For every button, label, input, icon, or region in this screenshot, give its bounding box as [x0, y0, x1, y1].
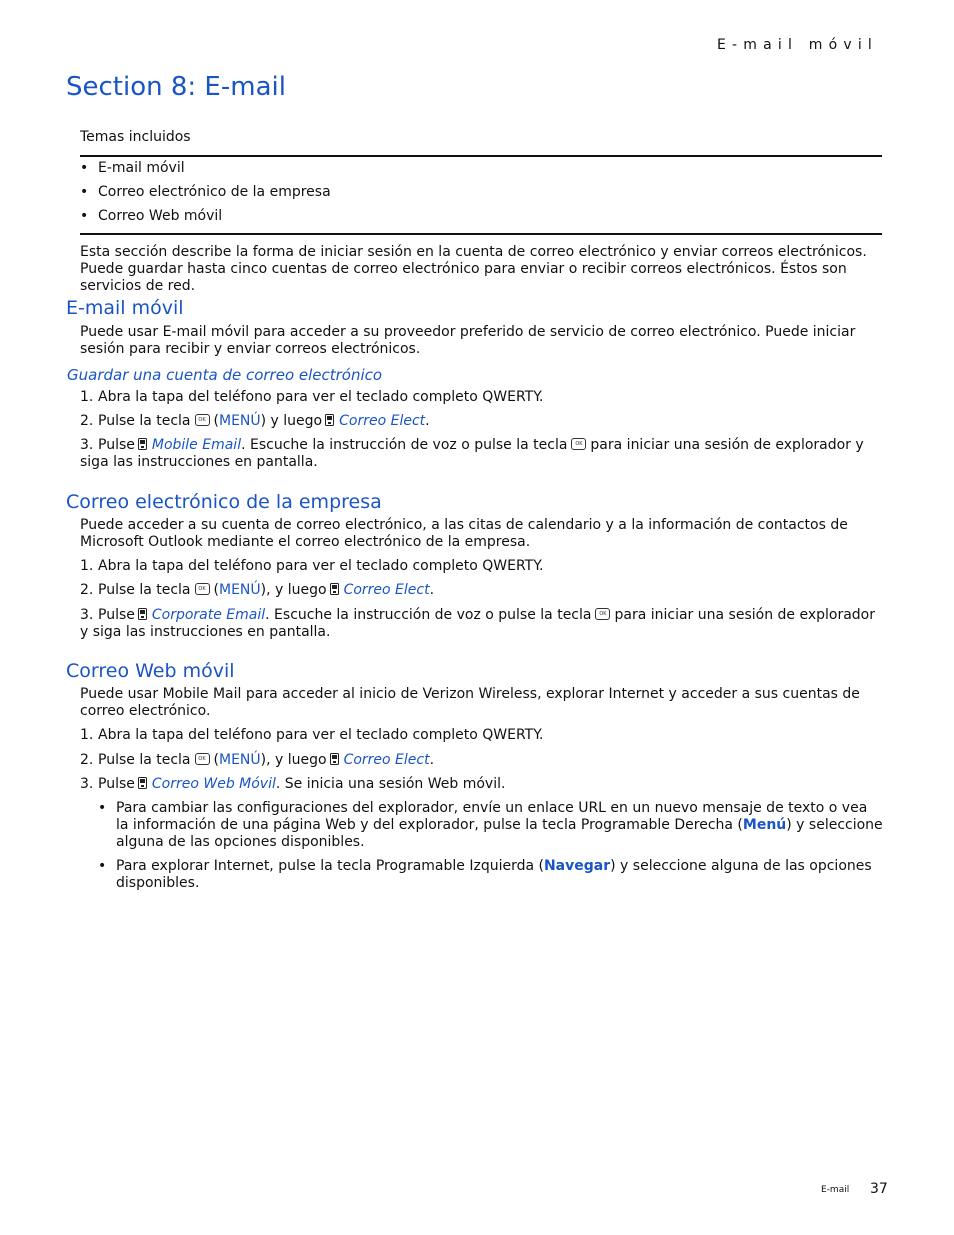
phone-app-icon	[138, 608, 147, 620]
topic-item[interactable]: • Correo Web móvil	[80, 206, 331, 230]
ok-key-icon: OK	[195, 414, 210, 426]
topics-bottom-rule	[80, 233, 882, 235]
phone-app-icon	[138, 438, 147, 450]
menu-key-label[interactable]: MENÚ	[218, 413, 261, 429]
ok-key-icon: OK	[195, 583, 210, 595]
mobile-email-paragraph: Puede usar E-mail móvil para acceder a su proveedor preferido de servicio de correo electrónico. Puede iniciar sesión para recibir y enviar correos electrónicos.	[80, 324, 856, 357]
heading-mobile-email: E-mail móvil	[66, 297, 184, 319]
corporate-email-step-1: 1. Abra la tapa del teléfono para ver el teclado completo QWERTY.	[80, 558, 544, 574]
mobile-email-step-1: 1. Abra la tapa del teléfono para ver el teclado completo QWERTY.	[80, 389, 544, 405]
phone-app-icon	[138, 777, 147, 789]
phone-app-icon	[325, 414, 334, 426]
mobile-email-step-2: 2. Pulse la tecla OK (MENÚ) y luego Correo Elect.	[80, 413, 430, 429]
topic-item[interactable]: • E-mail móvil	[80, 158, 331, 182]
corporate-email-step-2: 2. Pulse la tecla OK (MENÚ), y luego Correo Elect.	[80, 582, 435, 598]
mobile-email-link[interactable]: Mobile Email	[151, 437, 242, 453]
web-email-paragraph: Puede usar Mobile Mail para acceder al inicio de Verizon Wireless, explorar Internet y acceder a sus cuentas de correo electrónico.	[80, 686, 860, 719]
subheading-save-account: Guardar una cuenta de correo electrónico	[67, 366, 383, 384]
corporate-email-link[interactable]: Corporate Email	[151, 607, 266, 623]
menu-key-label[interactable]: MENÚ	[218, 582, 261, 598]
correo-elect-link[interactable]: Correo Elect	[343, 582, 430, 598]
web-email-step-3: 3. Pulse Correo Web Móvil. Se inicia una sesión Web móvil.	[80, 776, 506, 792]
menu-key-label[interactable]: MENÚ	[218, 752, 261, 768]
correo-elect-link[interactable]: Correo Elect	[343, 752, 430, 768]
intro-paragraph: Esta sección describe la forma de iniciar sesión en la cuenta de correo electrónico y enviar correos electrónicos. Puede guardar hasta cinco cuentas de correo electrónico para enviar o recibir correos electrónicos. Éstos son servicios de red.	[80, 244, 867, 294]
correo-elect-link[interactable]: Correo Elect	[339, 413, 426, 429]
phone-app-icon	[330, 583, 339, 595]
mobile-email-step-3: 3. Pulse Mobile Email. Escuche la instrucción de voz o pulse la tecla OK para iniciar una sesión de explorador y siga las instrucciones en pantalla.	[80, 437, 864, 470]
heading-corporate-email: Correo electrónico de la empresa	[66, 491, 382, 513]
page-number: 37	[870, 1181, 888, 1197]
footer-section-label: E-mail	[821, 1185, 850, 1195]
ok-key-icon: OK	[571, 438, 586, 450]
topics-label: Temas incluidos	[80, 129, 191, 145]
corporate-email-paragraph: Puede acceder a su cuenta de correo electrónico, a las citas de calendario y a la información de contactos de Microsoft Outlook mediante el correo electrónico de la empresa.	[80, 517, 848, 550]
web-email-bullet-1: • Para cambiar las configuraciones del explorador, envíe un enlace URL en un nuevo mensaje de texto o vea la información de una página Web y del explorador, pulse la tecla Programable Derecha (Menú) y seleccione alguna de las opciones disponibles.	[98, 800, 883, 850]
menu-softkey-label[interactable]: Menú	[742, 817, 787, 833]
ok-key-icon: OK	[595, 608, 610, 620]
phone-app-icon	[330, 753, 339, 765]
ok-key-icon: OK	[195, 753, 210, 765]
topic-item[interactable]: • Correo electrónico de la empresa	[80, 182, 331, 206]
navegar-softkey-label[interactable]: Navegar	[543, 858, 611, 874]
topics-list	[80, 158, 331, 230]
web-email-step-2: 2. Pulse la tecla OK (MENÚ), y luego Correo Elect.	[80, 752, 435, 768]
section-title: Section 8: E-mail	[66, 72, 286, 102]
topics-top-rule	[80, 155, 882, 157]
running-head: E-mail móvil	[716, 37, 878, 53]
web-email-bullet-2: • Para explorar Internet, pulse la tecla Programable Izquierda (Navegar) y seleccione alguna de las opciones disponibles.	[98, 858, 872, 891]
corporate-email-step-3: 3. Pulse Corporate Email. Escuche la instrucción de voz o pulse la tecla OK para iniciar una sesión de explorador y siga las instrucciones en pantalla.	[80, 607, 876, 640]
correo-web-movil-link[interactable]: Correo Web Móvil	[151, 776, 276, 792]
web-email-step-1: 1. Abra la tapa del teléfono para ver el teclado completo QWERTY.	[80, 727, 544, 743]
heading-web-email: Correo Web móvil	[66, 660, 235, 682]
